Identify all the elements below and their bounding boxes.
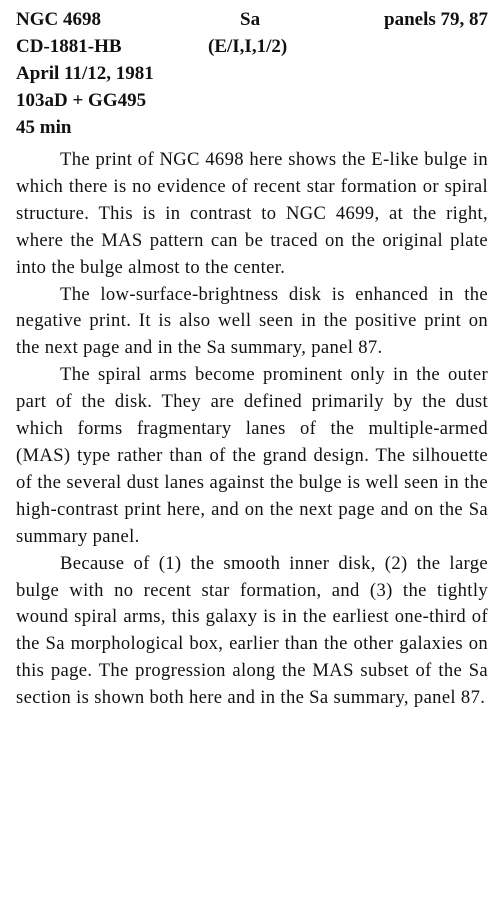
header-row-exposure <box>16 114 488 141</box>
hubble-type: Sa <box>240 9 261 30</box>
paragraph: The print of NGC 4698 here shows the E-like bulge in which there is no evidence of recent star formation or spiral structure. This is in contrast to NGC 4699, at the right, where the MAS pattern can be traced on the original plate into the bulge almost to the center. <box>16 149 488 278</box>
header-row-plate <box>16 33 488 60</box>
paragraph: The low-surface-brightness disk is enhanced in the negative print. It is also well seen in the positive print on the next page and in the Sa summary, panel 87. <box>16 283 488 359</box>
paragraph: Because of (1) the smooth inner disk, (2) the large bulge with no recent star formation, and (3) the tightly wound spiral arms, this galaxy is in the earliest one-third of the Sa morphological box, earlier than the other galaxies on this page. The progression along the MAS subset of the Sa section is shown both here and in the Sa summary, panel 87. <box>16 552 488 709</box>
header-row-emulsion <box>16 87 488 114</box>
galaxy-header <box>16 6 488 141</box>
plate-number: CD-1881-HB <box>16 36 122 57</box>
observation-date: April 11/12, 1981 <box>16 63 154 84</box>
emulsion-filter: 103aD + GG495 <box>16 90 147 111</box>
description-text <box>16 147 488 712</box>
exposure-time: 45 min <box>16 117 72 138</box>
header-row-date <box>16 60 488 87</box>
paragraph: The spiral arms become prominent only in the outer part of the disk. They are defined primarily by the dust which forms fragmentary lanes of the multiple-armed (MAS) type rather than of the grand design. The silhouette of the several dust lanes against the bulge is well seen in the high-contrast print here, and on the next page and on the Sa summary panel. <box>16 364 488 547</box>
panel-reference: panels 79, 87 <box>384 9 488 30</box>
header-row-object <box>16 6 488 33</box>
object-name: NGC 4698 <box>16 9 101 30</box>
classification: (E/I,I,1/2) <box>208 36 288 57</box>
